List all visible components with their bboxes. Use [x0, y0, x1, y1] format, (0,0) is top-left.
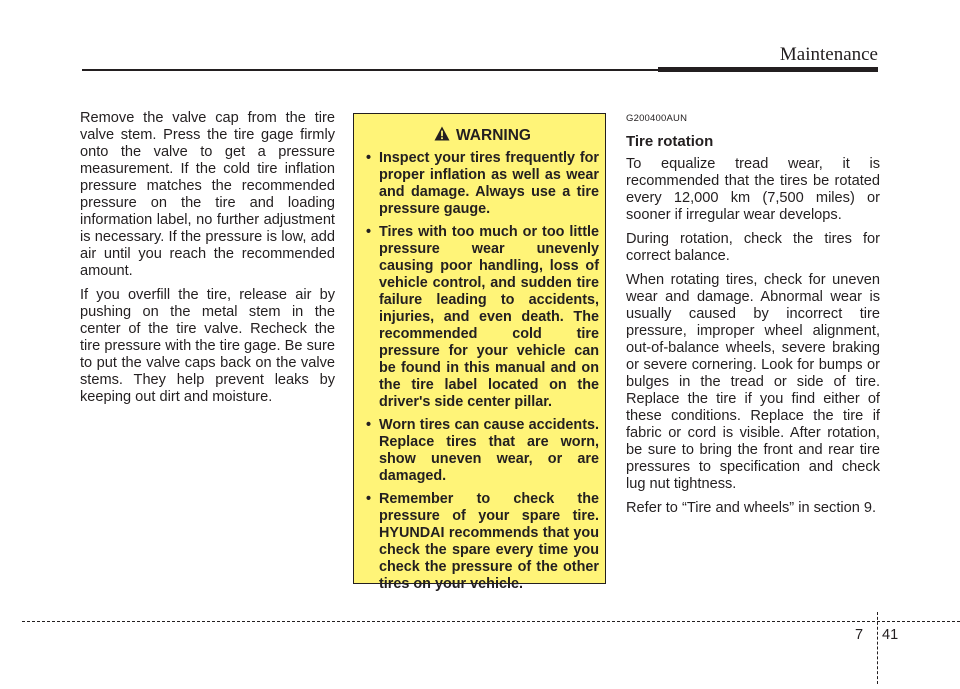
bullet-icon: • — [366, 491, 372, 507]
paragraph-reference: Refer to “Tire and wheels” in section 9. — [626, 500, 877, 516]
bullet-icon: • — [366, 150, 372, 166]
warning-box — [353, 113, 606, 592]
warning-heading — [366, 126, 599, 146]
right-column — [626, 110, 880, 524]
section-heading: Tire rotation — [626, 133, 714, 150]
page-number: 41 — [882, 627, 899, 643]
header-rule-accent — [658, 67, 878, 72]
warning-triangle-icon — [434, 126, 450, 146]
paragraph-check-pressure: Remove the valve cap from the tire valve stem. Press the tire gage firmly onto the valve to get a pressure measurement. If the cold tire inflation pressure matches the recommended pressure on the tire and loading information label, no further adjustment is necessary. If the pressure is low, add air until you reach the recommended amount. — [80, 110, 335, 279]
warning-item-text: Tires with too much or too little pressure wear unevenly causing poor handling, loss of vehicle control, and sudden tire failure leading to accidents, injuries, and even death. The recommended cold tire pressure for your vehicle can be found in this manual and on the tire label located on the driver's side center pillar. — [379, 224, 599, 410]
section-code: G200400AUN — [626, 113, 688, 124]
warning-item-text: Inspect your tires frequently for proper inflation as well as wear and damage. Always use a tire pressure gauge. — [379, 150, 599, 217]
warning-item — [366, 491, 599, 593]
warning-title: WARNING — [456, 127, 531, 144]
section-title: Maintenance — [779, 44, 878, 65]
warning-list — [366, 150, 599, 593]
warning-item-text: Worn tires can cause accidents. Replace tires that are worn, show uneven wear, or are damaged. — [379, 417, 599, 484]
paragraph-rotation-interval: To equalize tread wear, it is recommended that the tires be rotated every 12,000 km (7,500 miles) or sooner if irregular wear develops. — [626, 156, 880, 223]
warning-item — [366, 417, 599, 485]
chapter-number: 7 — [855, 627, 864, 643]
bullet-icon: • — [366, 417, 372, 433]
warning-item-text: Remember to check the pressure of your spare tire. HYUNDAI recommends that you check the spare every time you check the pressure of the other tires on your vehicle. — [379, 491, 599, 592]
paragraph-uneven-wear: When rotating tires, check for uneven wear and damage. Abnormal wear is usually caused by incorrect tire pressure, improper wheel alignment, out-of-balance wheels, severe braking or severe cornering. Look for bumps or bulges in the tread or side of tire. Replace the tire if you find either of these conditions. Replace the tire if fabric or cord is visible. After rotation, be sure to bring the front and rear tire pressures to specification and check lug nut tightness. — [626, 272, 880, 492]
bullet-icon: • — [366, 224, 372, 240]
footer-divider — [877, 612, 878, 684]
footer-rule — [22, 621, 960, 622]
warning-item — [366, 224, 599, 411]
left-column — [80, 110, 335, 413]
warning-item — [366, 150, 599, 218]
paragraph-overfill: If you overfill the tire, release air by pushing on the metal stem in the center of the tire valve. Recheck the tire pressure with the tire gage. Be sure to put the valve caps back on the valve stems. They help prevent leaks by keeping out dirt and moisture. — [80, 287, 335, 405]
paragraph-balance: During rotation, check the tires for correct balance. — [626, 231, 880, 264]
